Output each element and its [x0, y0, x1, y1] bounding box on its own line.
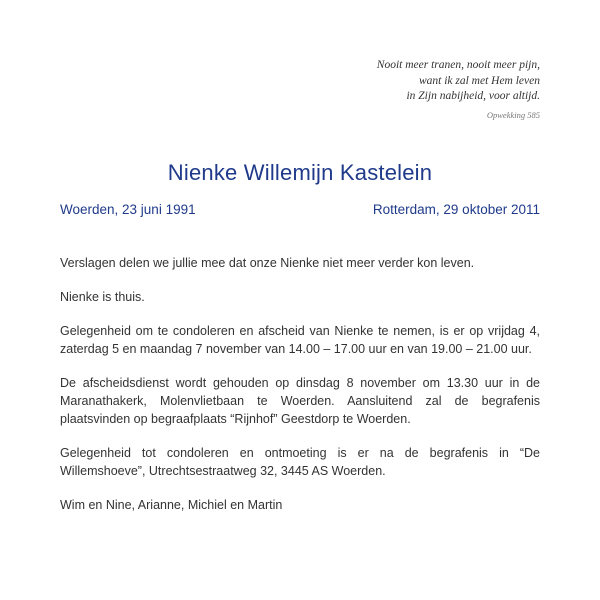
dates-row [60, 202, 540, 217]
paragraph-signatories: Wim en Nine, Arianne, Michiel en Martin [60, 498, 283, 512]
paragraph-service: De afscheidsdienst wordt gehouden op dinsdag 8 november om 13.30 uur in de Maranathakerk, Molenvlietbaan te Woerden. Aansluitend zal de begrafenis plaatsvinden op begraafplaats “Rijnhof” Geestdorp te Woerden. [60, 376, 540, 426]
birth-date: Woerden, 23 juni 1991 [60, 202, 196, 217]
poem-line: want ik zal met Hem leven [418, 74, 540, 87]
deceased-name: Nienke Willemijn Kastelein [167, 160, 433, 185]
notice-body [60, 254, 540, 530]
poem-line: in Zijn nabijheid, voor altijd. [406, 90, 540, 102]
poem-quote [377, 58, 540, 121]
death-date: Rotterdam, 29 oktober 2011 [372, 202, 540, 217]
poem-line: Nooit meer tranen, nooit meer pijn, [376, 59, 540, 71]
paragraph-condolence-visit: Gelegenheid om te condoleren en afscheid van Nienke te nemen, is er op vrijdag 4, zaterdag 5 en maandag 7 november van 14.00 – 17.00 uur en van 19.00 – 21.00 uur. [60, 324, 540, 356]
paragraph-reception: Gelegenheid tot condoleren en ontmoeting is er na de begrafenis in “De Willemshoeve”, Utrechtsestraatweg 32, 3445 AS Woerden. [60, 446, 540, 478]
paragraph-home: Nienke is thuis. [60, 290, 145, 304]
paragraph-announcement: Verslagen delen we jullie mee dat onze Nienke niet meer verder kon leven. [60, 256, 475, 270]
poem-source: Opwekking 585 [486, 109, 540, 120]
